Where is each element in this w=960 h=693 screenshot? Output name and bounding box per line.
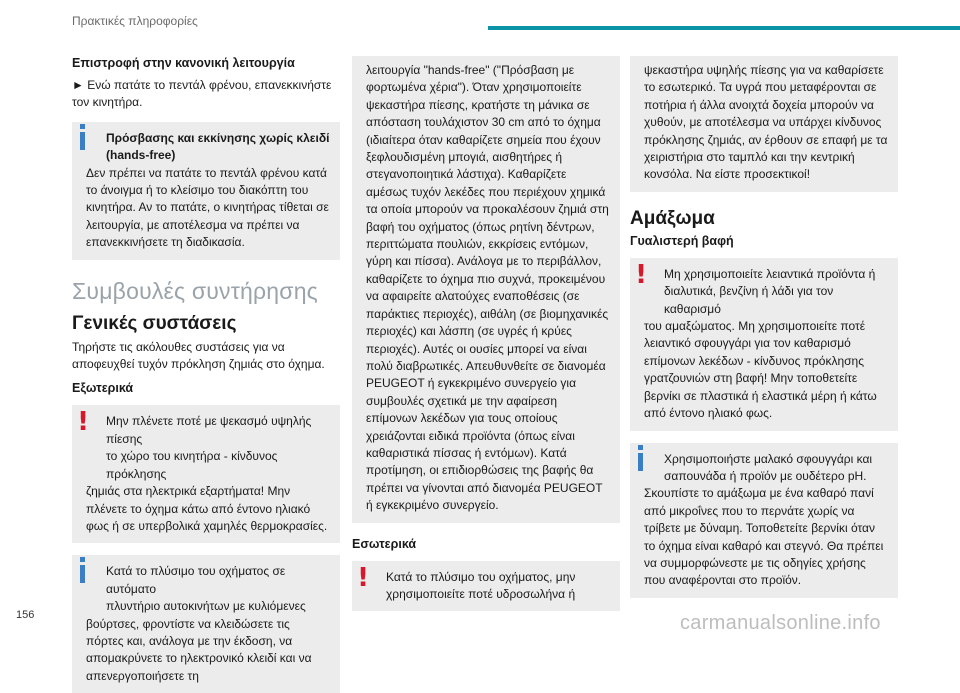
page-number: 156 [16,609,35,621]
column-3 [630,56,898,606]
exterior-heading: Εξωτερικά [72,381,134,396]
warning-text: ζημιάς στα ηλεκτρικά εξαρτήματα! Μην πλένετε το όχημα κάτω από έντονο ηλιακό φως ή σε υπερβολικά χαμηλές θερμοκρασίες. [86,484,328,533]
general-recommendations-heading: Γενικές συστάσεις [72,312,237,334]
bodywork-heading: Αμάξωμα [630,207,715,229]
warning-line-1: Μην πλένετε ποτέ με ψεκασμό υψηλής πίεσης [106,414,312,446]
gloss-paint-heading: Γυαλιστερή βαφή [630,233,734,248]
warning-line-2: διαλυτικά, βενζίνη ή λάδι για τον καθαρισμό [664,284,834,316]
info-box-title-1: Πρόσβασης και εκκίνησης χωρίς κλειδί [106,130,330,145]
warning-line-1: Κατά το πλύσιμο του οχήματος, μην [386,569,576,584]
warning-line-2: χρησιμοποιείτε ποτέ υδροσωλήνα ή [386,586,576,601]
warning-box-abrasives [630,258,898,431]
column-2 [352,56,620,619]
watermark: carmanualsonline.info [680,612,881,634]
warning-icon: ! [635,259,647,290]
info-box-title-2: (hands-free) [106,148,176,163]
info-icon [80,124,85,150]
info-line-1: Χρησιμοποιήστε μαλακό σφουγγάρι και [664,451,873,466]
info-box-hands-free [72,122,340,260]
info-text: βούρτσες, φροντίστε να κλειδώσετε τις πόρτες και, ανάλογα με την έκδοση, να απομακρύνετε το ηλεκτρονικό κλειδί και να απενεργοποιήσετε τη [86,616,312,683]
info-box-continued [352,56,620,523]
info-text: Σκουπίστε το αμάξωμα με ένα καθαρό πανί από μικροΐνες που το περνάτε χωρίς να τρίβετε με δύναμη. Τοποθετείτε βερνίκι όταν το όχημα είναι καθαρό και στεγνό. Θα πρέπει να συμμορφώνεστε με τις οδηγίες χρήσης που αναφέρονται στο προϊόν. [644,486,884,588]
info-line-1: Κατά το πλύσιμο του οχήματος σε αυτόματο [106,564,286,596]
warning-line-1: Μη χρησιμοποιείτε λειαντικά προϊόντα ή [664,266,876,281]
info-box-car-wash [72,555,340,693]
warning-icon: ! [77,407,89,438]
warning-continued-text: ψεκαστήρα υψηλής πίεσης για να καθαρίσετε το εσωτερικό. Τα υγρά που μεταφέρονται σε ποτήρια ή άλλα ανοιχτά δοχεία μπορούν να χυθούν, με αποτέλεσμα να υπάρχει κίνδυνος πρόκλησης ζημιάς, αν έρθουν σε επαφή με τα χειριστήρια στο ταμπλό και την κεντρική κονσόλα. Να είστε προσεκτικοί! [644,63,888,182]
reversal-heading: Επιστροφή στην κανονική λειτουργία [72,56,295,70]
info-line-2: σαπουνάδα ή προϊόν με ουδέτερο pH. [664,468,867,483]
warning-icon: ! [357,562,369,593]
warning-box-continued [630,56,898,192]
header-accent-bar [488,26,960,30]
info-icon [80,557,85,583]
info-line-2: πλυντήριο αυτοκινήτων με κυλιόμενες [106,599,306,614]
interior-heading: Εσωτερικά [352,536,417,551]
info-box-text: Δεν πρέπει να πατάτε το πεντάλ φρένου κατά το άνοιγμα ή το κλείσιμο του διακόπτη του κινητήρα. Αν το πατάτε, ο κινητήρας τίθεται σε λειτουργία, με αποτέλεσμα να πρέπει να επανεκκινήσετε τη διαδικασία. [86,165,329,250]
warning-box-engine-wash [72,405,340,543]
section-title-maintenance: Συμβουλές συντήρησης [72,277,318,304]
info-icon [638,445,643,471]
reversal-text: ► Ενώ πατάτε το πεντάλ φρένου, επανεκκινήστε τον κινητήρα. [72,78,332,110]
page-header-title: Πρακτικές πληροφορίες [72,14,198,28]
general-recommendations-text: Τηρήστε τις ακόλουθες συστάσεις για να αποφευχθεί τυχόν πρόκληση ζημιάς στο όχημα. [72,339,325,372]
info-box-sponge [630,443,898,598]
warning-text: του αμαξώματος. Μη χρησιμοποιείτε ποτέ λειαντικό σφουγγάρι για τον καθαρισμό επίμονων λεκέδων - κίνδυνος πρόκλησης γρατζουνιών στη βαφή! Μην τοποθετείτε βερνίκι σε πλαστικά ή ελαστικά μέρη ή κάτω από έντονο ηλιακό φως. [644,319,877,421]
warning-box-interior-wash [352,561,620,612]
warning-line-2: το χώρο του κινητήρα - κίνδυνος πρόκλησης [106,449,278,481]
info-continued-text: λειτουργία "hands-free" ("Πρόσβαση με φορτωμένα χέρια"). Όταν χρησιμοποιείτε ψεκαστήρα πίεσης, κρατήστε τη μάνικα σε απόσταση τουλάχιστον 30 cm από το όχημα (ιδιαίτερα όταν καθαρίζετε σημεία που έχουν ξεφλουδισμένη μπογιά, αισθητήρες ή στεγανοποιητικά λάστιχα). Καθαρίζετε αμέσως τυχόν λεκέδες που περιέχουν χημικά τα οποία μπορούν να προκαλέσουν ζημιά στη βαφή του οχήματος (όπως ρητίνη δέντρων, περιττώματα πουλιών, εκκρίσεις εντόμων, γύρη και πίσσα). Ανάλογα με το περιβάλλον, καθαρίζετε το όχημα πιο συχνά, προκειμένου να αφαιρείτε αλατούχες εναποθέσεις (σε παράκτιες περιοχές), αιθάλη (σε βιομηχανικές περιοχές) και λάσπη (σε υγρές ή κρύες περιοχές). Αυτές οι ουσίες μπορεί να είναι πολύ διαβρωτικές. Απευθυνθείτε σε διανομέα PEUGEOT ή εγκεκριμένο συνεργείο για συμβουλές σχετικά με την αφαίρεση επίμονων λεκέδων για τους οποίους χρειάζονται ειδικά προϊόντα (όπως είναι καθαριστικά πίσσας ή εντόμων). Κατά προτίμηση, οι επιδιορθώσεις της βαφής θα πρέπει να γίνονται από διανομέα PEUGEOT ή εγκεκριμένο συνεργείο. [366,63,609,513]
column-1 [72,56,340,693]
